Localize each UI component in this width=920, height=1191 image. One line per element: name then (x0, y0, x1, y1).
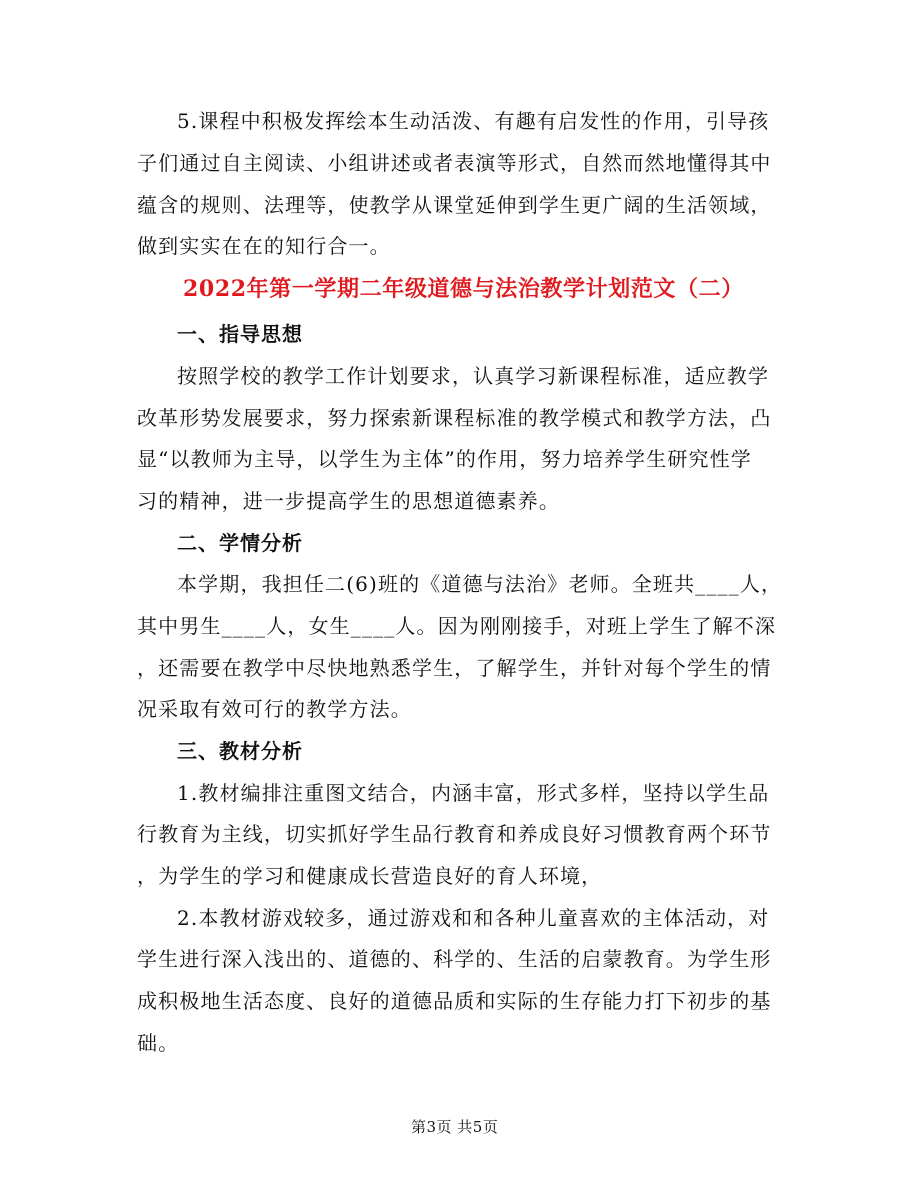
para-5-line-2: 子们通过自主阅读、小组讲述或者表演等形式，自然而然地懂得其中 (137, 151, 772, 175)
section-3-item-1-line-2: 行教育为主线，切实抓好学生品行教育和养成良好习惯教育两个环节 (137, 822, 772, 846)
section-3-heading: 三、教材分析 (177, 739, 303, 763)
para-5-line-1: 5.课程中积极发挥绘本生动活泼、有趣有启发性的作用，引导孩 (177, 109, 770, 133)
page-title: 2022年第一学期二年级道德与法治教学计划范文（二） (183, 276, 744, 302)
section-1-line-4: 习的精神，进一步提高学生的思想道德素养。 (137, 489, 560, 513)
page-number-footer: 第3页 共5页 (411, 1118, 499, 1136)
section-1-line-2: 改革形势发展要求，努力探索新课程标准的教学模式和教学方法，凸 (137, 406, 772, 430)
section-1-heading: 一、指导思想 (177, 322, 303, 346)
section-3-item-2-line-4: 础。 (137, 1031, 180, 1055)
para-5-line-4: 做到实实在在的知行合一。 (137, 234, 391, 258)
section-2-heading: 二、学情分析 (177, 531, 303, 555)
section-3-item-2-line-2: 学生进行深入浅出的、道德的、科学的、生活的启蒙教育。为学生形 (137, 947, 772, 971)
section-1-line-1: 按照学校的教学工作计划要求，认真学习新课程标准，适应教学 (177, 364, 770, 388)
section-2-line-3: ，还需要在教学中尽快地熟悉学生，了解学生，并针对每个学生的情 (137, 656, 772, 680)
section-1-line-3: 显“以教师为主导，以学生为主体”的作用，努力培养学生研究性学 (137, 447, 752, 471)
section-2-line-2: 其中男生____人，女生____人。因为刚刚接手，对班上学生了解不深 (137, 614, 777, 638)
section-3-item-2-line-3: 成积极地生活态度、良好的道德品质和实际的生存能力打下初步的基 (137, 989, 772, 1013)
section-3-item-2-line-1: 2.本教材游戏较多，通过游戏和和各种儿童喜欢的主体活动，对 (177, 906, 770, 930)
section-2-line-1: 本学期，我担任二(6)班的《道德与法治》老师。全班共____人， (177, 572, 783, 596)
section-3-item-1-line-1: 1.教材编排注重图文结合，内涵丰富，形式多样，坚持以学生品 (177, 781, 770, 805)
para-5-line-3: 蕴含的规则、法理等，使教学从课堂延伸到学生更广阔的生活领域， (137, 193, 772, 217)
section-2-line-4: 况采取有效可行的教学方法。 (137, 697, 412, 721)
section-3-item-1-line-3: ，为学生的学习和健康成长营造良好的育人环境， (137, 864, 603, 888)
